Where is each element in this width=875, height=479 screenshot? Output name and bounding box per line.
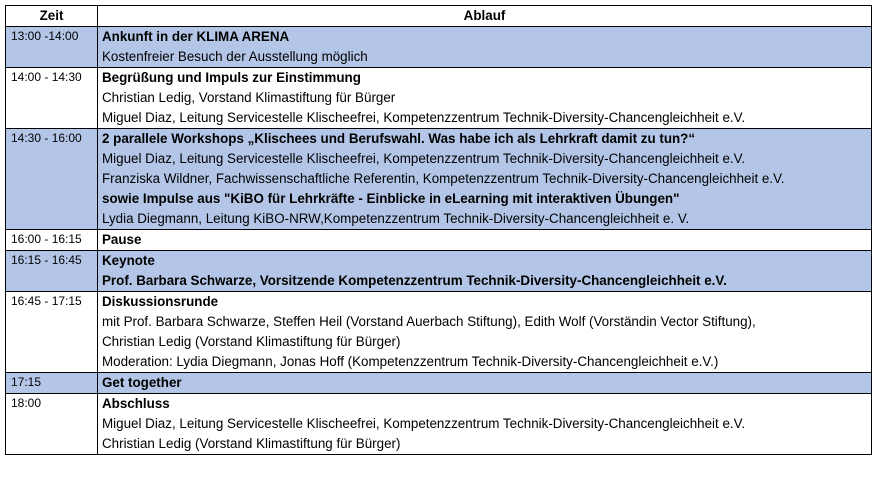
row-detail: Christian Ledig, Vorstand Klimastiftung für Bürger (102, 90, 396, 105)
table-row (6, 373, 872, 394)
row-detail: Lydia Diegmann, Leitung KiBO-NRW,Kompetenzzentrum Technik-Diversity-Chancengleichheit e. V. (102, 211, 690, 226)
row-flow (98, 129, 872, 230)
row-time: 14:00 - 14:30 (6, 68, 98, 129)
row-title: Diskussionsrunde (102, 294, 219, 309)
row-time: 16:00 - 16:15 (6, 230, 98, 251)
row-time: 13:00 -14:00 (6, 27, 98, 68)
row-time: 14:30 - 16:00 (6, 129, 98, 230)
row-detail: Christian Ledig (Vorstand Klimastiftung für Bürger) (102, 436, 401, 451)
row-flow (98, 394, 872, 455)
row-time: 16:15 - 16:45 (6, 251, 98, 292)
row-time: 16:45 - 17:15 (6, 292, 98, 373)
row-time: 17:15 (6, 373, 98, 394)
row-time: 18:00 (6, 394, 98, 455)
row-detail: Christian Ledig (Vorstand Klimastiftung für Bürger) (102, 334, 401, 349)
row-subtitle: sowie Impulse aus "KiBO für Lehrkräfte - Einblicke in eLearning mit interaktiven Übungen" (102, 191, 680, 206)
row-detail: Kostenfreier Besuch der Ausstellung möglich (102, 49, 368, 64)
table-row (6, 68, 872, 129)
row-detail: Franziska Wildner, Fachwissenschaftliche Referentin, Kompetenzzentrum Technik-Diversity-Chancengleichheit e.V. (102, 171, 785, 186)
row-title: Get together (102, 375, 182, 390)
table-row (6, 394, 872, 455)
table-row (6, 27, 872, 68)
row-flow (98, 27, 872, 68)
header-row (6, 6, 872, 27)
row-detail: mit Prof. Barbara Schwarze, Steffen Heil (Vorstand Auerbach Stiftung), Edith Wolf (Vorständin Vector Stiftung), (102, 314, 756, 329)
row-title: Abschluss (102, 396, 170, 411)
row-flow (98, 230, 872, 251)
row-detail: Miguel Diaz, Leitung Servicestelle Klischeefrei, Kompetenzzentrum Technik-Diversity-Chancengleichheit e.V. (102, 110, 746, 125)
header-time: Zeit (6, 6, 98, 27)
table-row (6, 292, 872, 373)
agenda-table (5, 5, 872, 455)
row-title: Keynote (102, 253, 155, 268)
row-title: 2 parallele Workshops „Klischees und Berufswahl. Was habe ich als Lehrkraft damit zu tun?“ (102, 131, 696, 146)
row-detail: Moderation: Lydia Diegmann, Jonas Hoff (Kompetenzzentrum Technik-Diversity-Chancengleichheit e.V.) (102, 354, 719, 369)
table-row (6, 129, 872, 230)
row-title: Begrüßung und Impuls zur Einstimmung (102, 70, 361, 85)
header-flow: Ablauf (98, 6, 872, 27)
row-flow (98, 292, 872, 373)
row-flow (98, 251, 872, 292)
table-row (6, 230, 872, 251)
row-title: Pause (102, 232, 142, 247)
table-row (6, 251, 872, 292)
row-flow (98, 68, 872, 129)
row-detail: Miguel Diaz, Leitung Servicestelle Klischeefrei, Kompetenzzentrum Technik-Diversity-Chancengleichheit e.V. (102, 151, 746, 166)
row-detail: Miguel Diaz, Leitung Servicestelle Klischeefrei, Kompetenzzentrum Technik-Diversity-Chancengleichheit e.V. (102, 416, 746, 431)
row-speaker: Prof. Barbara Schwarze, Vorsitzende Kompetenzzentrum Technik-Diversity-Chancengleichheit e.V. (102, 273, 727, 288)
row-flow (98, 373, 872, 394)
row-title: Ankunft in der KLIMA ARENA (102, 29, 290, 44)
